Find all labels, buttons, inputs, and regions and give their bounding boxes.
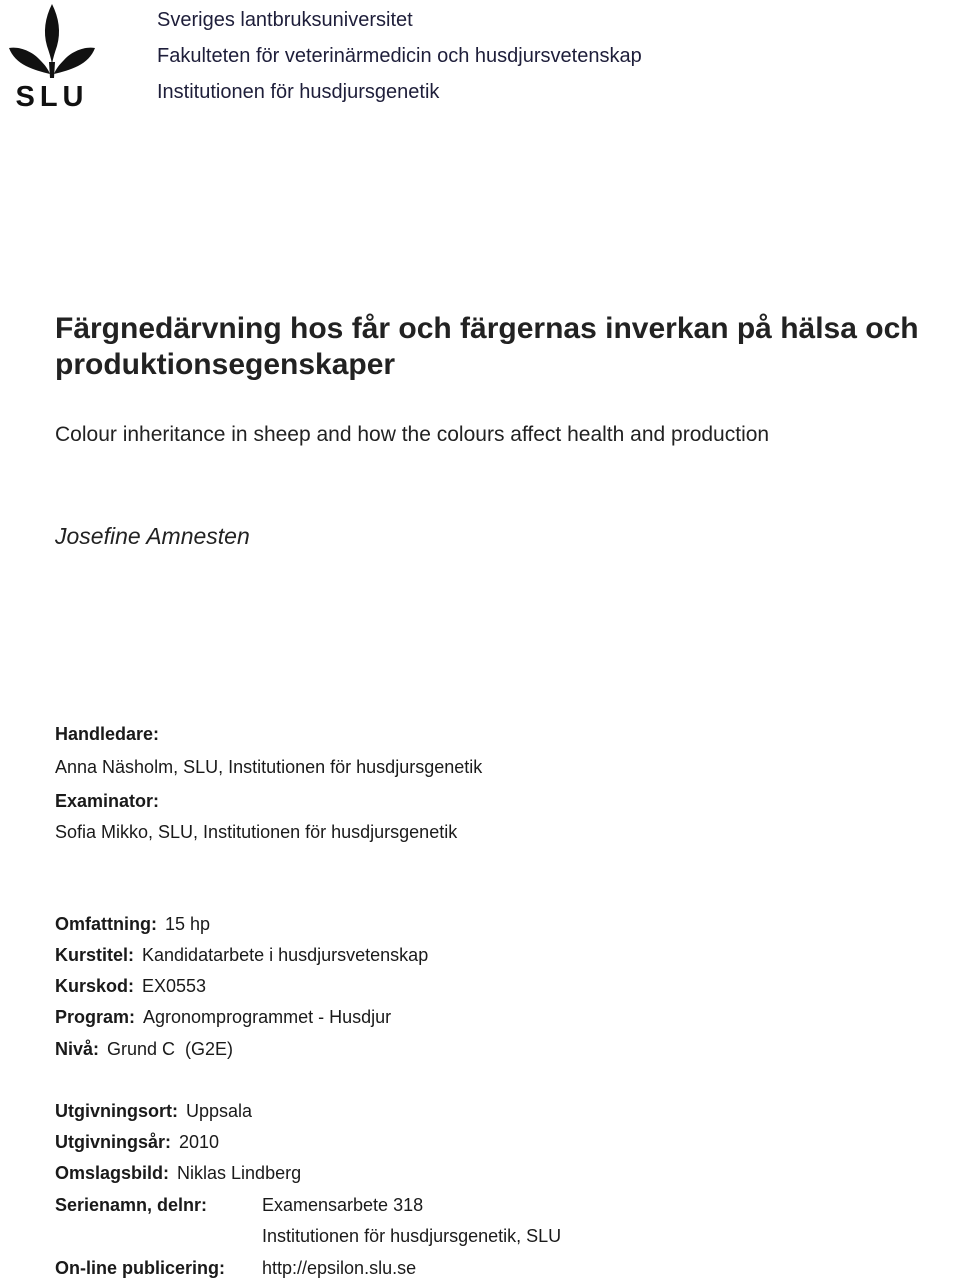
utgivningsar-label: Utgivningsår: <box>55 1132 172 1152</box>
slu-logo <box>6 2 98 110</box>
kurstitel-value: Kandidatarbete i husdjursvetenskap <box>142 945 429 965</box>
serienamn-value-2: Institutionen för husdjursgenetik, SLU <box>262 1226 562 1246</box>
thesis-subtitle: Colour inheritance in sheep and how the colours affect health and production <box>55 423 770 446</box>
kurstitel-label: Kurstitel: <box>55 945 135 965</box>
niva-label: Nivå: <box>55 1039 100 1059</box>
supervisor-value: Anna Näsholm, SLU, Institutionen för husdjursgenetik <box>55 757 483 777</box>
faculty-name: Fakulteten för veterinärmedicin och husdjursvetenskap <box>157 45 642 67</box>
university-name: Sveriges lantbruksuniversitet <box>157 9 413 31</box>
slu-emblem-icon <box>6 2 98 110</box>
kurstitel-row <box>55 945 428 966</box>
utgivningsort-row <box>55 1101 252 1122</box>
author-name: Josefine Amnesten <box>55 523 250 549</box>
program-value: Agronomprogrammet - Husdjur <box>143 1007 392 1027</box>
utgivningsar-value: 2010 <box>179 1132 220 1152</box>
niva-row <box>55 1039 233 1060</box>
program-label: Program: <box>55 1007 136 1027</box>
omfattning-value: 15 hp <box>164 914 211 934</box>
thesis-title-line2: produktionsegenskaper <box>55 348 396 381</box>
online-link[interactable]: http://epsilon.slu.se <box>262 1258 417 1278</box>
program-row <box>55 1007 391 1028</box>
omslagsbild-value: Niklas Lindberg <box>177 1163 302 1183</box>
kurskod-row <box>55 976 206 997</box>
omslagsbild-label: Omslagsbild: <box>55 1163 170 1183</box>
omslagsbild-row <box>55 1163 301 1184</box>
utgivningsar-row <box>55 1132 219 1153</box>
niva-value: Grund C (G2E) <box>107 1039 234 1059</box>
supervisor-label: Handledare: <box>55 724 160 744</box>
examiner-value: Sofia Mikko, SLU, Institutionen för husdjursgenetik <box>55 822 458 842</box>
examiner-label: Examinator: <box>55 791 160 811</box>
omfattning-label: Omfattning: <box>55 914 157 934</box>
online-row <box>55 1258 225 1279</box>
utgivningsort-label: Utgivningsort: <box>55 1101 178 1121</box>
utgivningsort-value: Uppsala <box>186 1101 253 1121</box>
serienamn-label: Serienamn, delnr: <box>55 1195 208 1215</box>
serienamn-row <box>55 1195 207 1216</box>
thesis-title <box>55 311 919 383</box>
svg-text:SLU: SLU <box>15 81 89 110</box>
thesis-title-line1: Färgnedärvning hos får och färgernas inverkan på hälsa och <box>55 312 919 345</box>
online-label: On-line publicering: <box>55 1258 225 1278</box>
kurskod-value: EX0553 <box>142 976 207 996</box>
omfattning-row <box>55 914 210 935</box>
serienamn-value: Examensarbete 318 <box>262 1195 424 1215</box>
department-name: Institutionen för husdjursgenetik <box>157 81 440 103</box>
kurskod-label: Kurskod: <box>55 976 135 996</box>
